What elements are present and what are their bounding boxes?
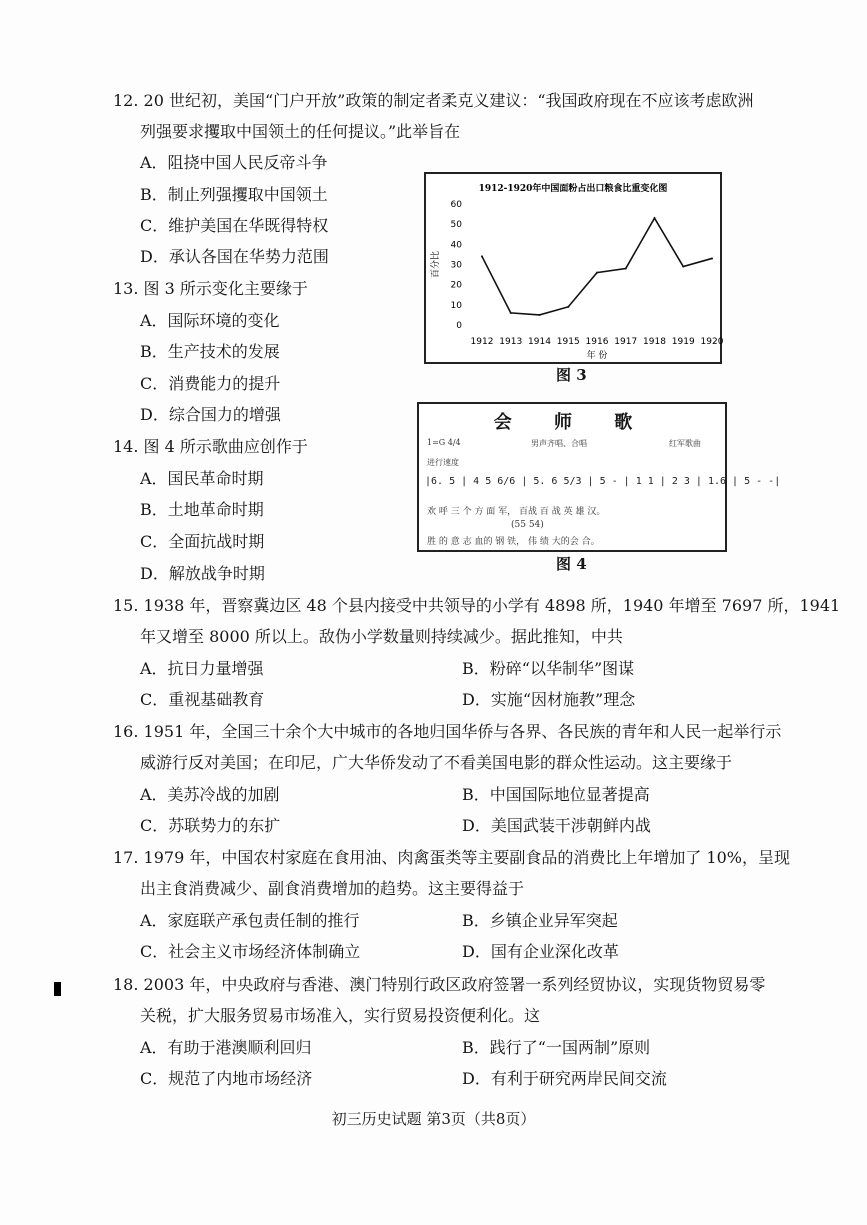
q16-option-a: A．美苏冷战的加剧	[140, 785, 280, 804]
figure-3-caption: 图 3	[556, 366, 587, 384]
y-tick-label: 10	[450, 300, 462, 311]
q15-option-b: B．粉碎“以华制华”图谋	[462, 659, 635, 678]
q17-option-a: A．家庭联产承包责任制的推行	[140, 911, 360, 930]
q13-option-b: B．生产技术的发展	[140, 342, 280, 361]
q12-stem-line-2: 列强要求攫取中国领土的任何提议。”此举旨在	[140, 122, 461, 141]
y-axis-label: 百分比	[431, 250, 441, 279]
page-footer: 初三历史试题 第3页（共8页）	[331, 1110, 536, 1128]
margin-mark	[54, 982, 61, 996]
q17-stem-line-1: 17. 1979 年，中国农村家庭在食用油、肉禽蛋类等主要副食品的消费比上年增加了 10%，呈现	[113, 848, 790, 867]
score-title: 会 师 歌	[493, 412, 651, 433]
score-performance: 男声齐唱、合唱	[531, 439, 587, 448]
q12-option-b: B．制止列强攫取中国领土	[140, 185, 328, 204]
q15-option-c: C．重视基础教育	[140, 690, 265, 709]
figure-3-chart	[424, 172, 722, 364]
x-tick-label: 1912	[470, 337, 494, 347]
q18-option-a: A．有助于港澳顺利回归	[140, 1038, 312, 1057]
q16-option-b: B．中国国际地位显著提高	[462, 785, 650, 804]
q18-option-d: D．有利于研究两岸民间交流	[462, 1069, 667, 1088]
y-tick-label: 20	[450, 280, 462, 291]
x-tick-label: 1918	[643, 337, 666, 347]
q13-option-c: C．消费能力的提升	[140, 374, 281, 393]
score-source: 红军歌曲	[669, 439, 701, 448]
q17-option-d: D．国有企业深化改革	[462, 942, 619, 961]
score-key: 1=G 4/4	[427, 438, 461, 447]
q12-stem-line-1: 12. 20 世纪初，美国“门户开放”政策的制定者柔克义建议：“我国政府现在不应该考虑欧洲	[113, 91, 754, 110]
q14-option-d: D．解放战争时期	[140, 564, 265, 583]
figure-3-svg	[426, 174, 724, 362]
q16-stem-line-1: 16. 1951 年，全国三十余个大中城市的各地归国华侨与各界、各民族的青年和人民一起举行示	[113, 722, 782, 741]
q15-stem-line-2: 年又增至 8000 所以上。敌伪小学数量则持续减少。据此推知，中共	[140, 627, 623, 646]
score-lyrics-2: (55 54)	[511, 520, 544, 530]
score-tempo: 进行速度	[427, 458, 459, 467]
q18-stem-line-1: 18. 2003 年，中央政府与香港、澳门特别行政区政府签署一系列经贸协议，实现货物贸易零	[113, 975, 766, 994]
y-tick-label: 0	[456, 321, 462, 331]
score-lyrics-3: 胜 的 意 志 血的 钢 铁， 伟 绩 大的会 合。	[427, 537, 600, 547]
y-tick-label: 40	[450, 240, 462, 251]
q17-option-c: C．社会主义市场经济体制确立	[140, 942, 361, 961]
q12-option-c: C．维护美国在华既得特权	[140, 216, 329, 235]
x-tick-label: 1914	[528, 337, 551, 347]
figure-4-caption: 图 4	[556, 555, 587, 573]
figure-4-score	[417, 402, 781, 552]
x-axis-label: 年 份	[586, 351, 608, 361]
q16-option-c: C．苏联势力的东扩	[140, 816, 281, 835]
q15-stem-line-1: 15. 1938 年，晋察冀边区 48 个县内接受中共领导的小学有 4898 所，1940 年增至 7697 所，1941	[113, 596, 841, 615]
q12-option-a: A．阻挠中国人民反帝斗争	[140, 153, 328, 172]
score-lyrics-1: 欢 呼 三 个 方 面 军， 百战 百 战 英 雄 汉。	[427, 507, 606, 517]
q13-stem: 13. 图 3 所示变化主要缘于	[113, 279, 308, 298]
q14-option-a: A．国民革命时期	[140, 469, 264, 488]
q15-option-a: A．抗日力量增强	[140, 659, 264, 678]
q13-option-a: A．国际环境的变化	[140, 311, 280, 330]
q14-stem: 14. 图 4 所示歌曲应创作于	[113, 437, 308, 456]
q14-option-b: B．土地革命时期	[140, 500, 264, 519]
x-tick-label: 1919	[671, 337, 695, 347]
q18-stem-line-2: 关税，扩大服务贸易市场准入，实行贸易投资便利化。这	[140, 1006, 541, 1025]
q17-option-b: B．乡镇企业异军突起	[462, 911, 618, 930]
x-tick-label: 1916	[585, 337, 609, 347]
y-tick-label: 30	[450, 260, 462, 271]
y-tick-label: 60	[450, 200, 462, 210]
q15-option-d: D．实施“因材施教”理念	[462, 690, 636, 709]
q18-option-c: C．规范了内地市场经济	[140, 1069, 313, 1088]
x-tick-label: 1913	[499, 337, 523, 347]
q16-stem-line-2: 威游行反对美国；在印尼，广大华侨发动了不看美国电影的群众性运动。这主要缘于	[140, 753, 733, 772]
series-line	[482, 218, 712, 315]
q14-option-c: C．全面抗战时期	[140, 532, 265, 551]
x-tick-label: 1917	[614, 337, 638, 347]
chart-title: 1912-1920年中国面粉占出口粮食比重变化图	[478, 184, 668, 194]
q13-option-d: D．综合国力的增强	[140, 405, 281, 424]
q17-stem-line-2: 出主食消费减少、副食消费增加的趋势。这主要得益于	[140, 879, 525, 898]
q16-option-d: D．美国武装干涉朝鲜内战	[462, 816, 651, 835]
q12-option-d: D．承认各国在华势力范围	[140, 247, 329, 266]
x-tick-label: 1920	[700, 337, 724, 347]
x-tick-label: 1915	[556, 337, 580, 347]
q18-option-b: B．践行了“一国两制”原则	[462, 1038, 651, 1057]
y-tick-label: 50	[450, 220, 462, 231]
score-notation: |6. 5 | 4 5 6/6 | 5. 6 5/3 | 5 - | 1 1 | 2 3 | 1.6 | 5 - -|	[425, 476, 781, 487]
